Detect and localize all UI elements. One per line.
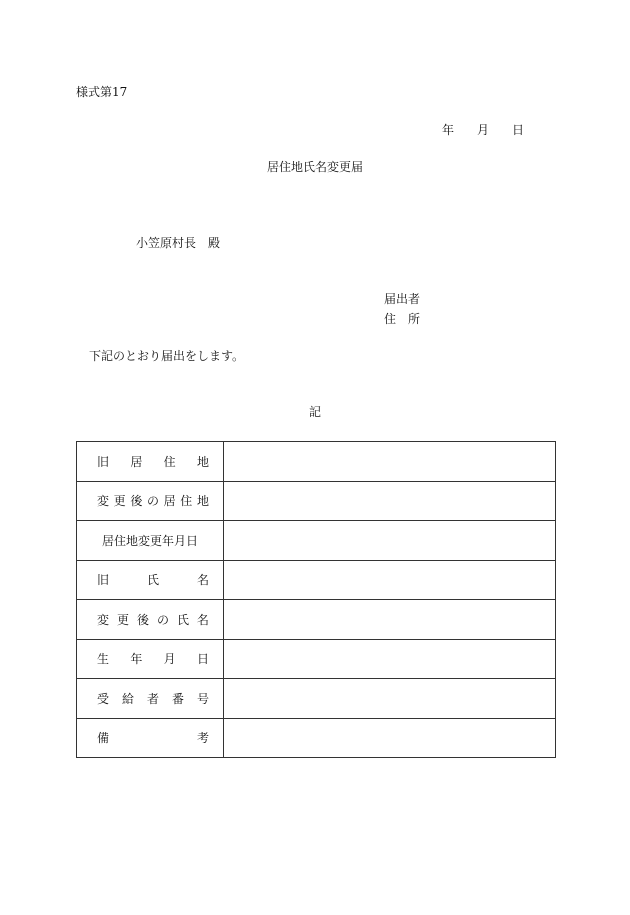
row-label-cell xyxy=(77,639,224,679)
row-label-char: 年 xyxy=(130,652,143,667)
ki-heading: 記 xyxy=(308,405,321,419)
row-label-cell xyxy=(77,600,224,640)
intro-text: 下記のとおり届出をします。 xyxy=(89,349,245,363)
document-title: 居住地氏名変更届 xyxy=(266,160,363,174)
row-label-cell xyxy=(77,718,224,758)
row-value-field[interactable] xyxy=(224,679,556,719)
form-number: 様式第17 xyxy=(76,85,128,99)
applicant-label: 届出者 xyxy=(384,292,421,306)
date-line xyxy=(442,123,524,137)
row-label xyxy=(77,521,223,560)
addressee-honorific: 殿 xyxy=(208,236,221,250)
row-label xyxy=(77,482,223,521)
row-label-char: 更 xyxy=(113,494,126,509)
row-label xyxy=(77,679,223,718)
row-label-char: 居 xyxy=(130,454,143,469)
addressee xyxy=(136,236,220,250)
row-label-char: 号 xyxy=(196,691,209,706)
table-row xyxy=(77,718,556,758)
row-label-cell xyxy=(77,560,224,600)
detail-table xyxy=(76,441,556,758)
row-label-char: 氏 xyxy=(176,612,189,627)
row-label-char: 番 xyxy=(171,691,184,706)
table-row xyxy=(77,600,556,640)
row-label xyxy=(77,719,223,758)
date-year-label: 年 xyxy=(442,123,455,137)
table-row xyxy=(77,560,556,600)
row-value-field[interactable] xyxy=(224,560,556,600)
applicant-address-label xyxy=(384,312,420,326)
row-label xyxy=(77,442,223,481)
table-row xyxy=(77,679,556,719)
row-label xyxy=(77,640,223,679)
row-label-char: 住 xyxy=(180,494,193,509)
row-label-char: 者 xyxy=(146,691,159,706)
row-label-char: 給 xyxy=(121,691,134,706)
row-label-char: 地 xyxy=(196,454,209,469)
date-day-label: 日 xyxy=(512,123,525,137)
row-label-char: 旧 xyxy=(97,573,110,588)
row-label-text: 居住地変更年月日 xyxy=(101,533,198,548)
row-value-field[interactable] xyxy=(224,481,556,521)
row-value-field[interactable] xyxy=(224,718,556,758)
row-label xyxy=(77,561,223,600)
row-label xyxy=(77,600,223,639)
row-value-field[interactable] xyxy=(224,442,556,482)
row-label-char: 後 xyxy=(136,612,149,627)
row-label-char: 変 xyxy=(97,612,110,627)
row-label-char: 考 xyxy=(196,731,209,746)
row-label-char: 備 xyxy=(97,731,110,746)
row-value-field[interactable] xyxy=(224,521,556,561)
date-month-label: 月 xyxy=(477,123,490,137)
row-label-char: 日 xyxy=(196,652,209,667)
row-label-char: 後 xyxy=(130,494,143,509)
address-label-second: 所 xyxy=(408,312,421,326)
row-label-char: 旧 xyxy=(97,454,110,469)
row-label-char: 受 xyxy=(97,691,110,706)
row-label-cell xyxy=(77,442,224,482)
table-row xyxy=(77,481,556,521)
row-label-char: 名 xyxy=(196,573,209,588)
row-label-char: 氏 xyxy=(146,573,159,588)
row-label-cell xyxy=(77,481,224,521)
row-label-char: 名 xyxy=(196,612,209,627)
row-label-char: 変 xyxy=(97,494,110,509)
row-value-field[interactable] xyxy=(224,639,556,679)
row-label-char: 居 xyxy=(163,494,176,509)
row-label-char: 月 xyxy=(163,652,176,667)
address-label-first: 住 xyxy=(384,312,397,326)
table-row xyxy=(77,521,556,561)
table-row xyxy=(77,442,556,482)
addressee-name: 小笠原村長 xyxy=(136,236,197,250)
row-label-char: 住 xyxy=(163,454,176,469)
row-label-char: の xyxy=(146,494,159,509)
row-value-field[interactable] xyxy=(224,600,556,640)
row-label-cell xyxy=(77,679,224,719)
row-label-char: 地 xyxy=(196,494,209,509)
row-label-cell xyxy=(77,521,224,561)
row-label-char: 更 xyxy=(116,612,129,627)
table-row xyxy=(77,639,556,679)
row-label-char: の xyxy=(156,612,169,627)
row-label-char: 生 xyxy=(97,652,110,667)
